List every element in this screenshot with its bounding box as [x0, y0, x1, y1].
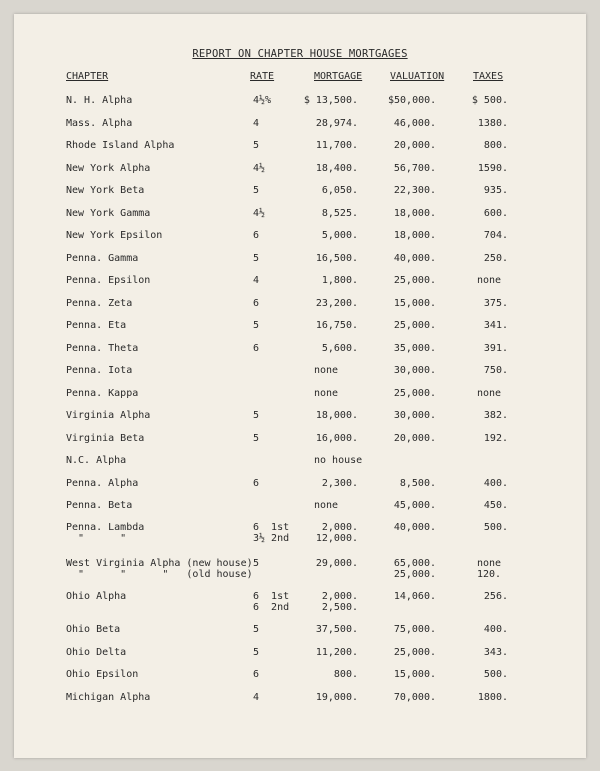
row-rate: 4½%: [253, 95, 272, 106]
row-chapter: Virginia Beta: [66, 433, 145, 444]
row-taxes: 400.: [483, 624, 508, 635]
header-taxes: TAXES: [473, 71, 504, 82]
row-valuation: 18,000.: [393, 230, 436, 241]
row-chapter: Ohio Alpha: [66, 591, 127, 602]
row-mortgage: 11,700.: [315, 140, 358, 151]
row-chapter: Penna. Lambda " ": [66, 522, 145, 544]
row-mortgage: 6,050.: [321, 185, 358, 196]
row-valuation: 14,060.: [393, 591, 436, 602]
row-chapter: Penna. Epsilon: [66, 275, 151, 286]
row-chapter: Virginia Alpha: [66, 410, 151, 421]
row-mortgage: 2,000. 12,000.: [315, 522, 358, 544]
row-taxes: 450.: [483, 500, 508, 511]
row-rate: 6: [253, 343, 260, 354]
header-valuation: VALUATION: [390, 71, 445, 82]
row-chapter: West Virginia Alpha (new house) " " " (old house): [66, 558, 253, 580]
row-mortgage: 8,525.: [321, 208, 358, 219]
row-valuation: 75,000.: [393, 624, 436, 635]
row-rate: 6: [253, 230, 260, 241]
row-valuation: 35,000.: [393, 343, 436, 354]
row-chapter: Penna. Alpha: [66, 478, 139, 489]
row-rate: 5: [253, 320, 260, 331]
row-rate: 4½: [253, 208, 266, 219]
row-chapter: Mass. Alpha: [66, 118, 133, 129]
row-taxes: 391.: [483, 343, 508, 354]
row-rate: 6 1st 6 2nd: [253, 591, 290, 613]
row-valuation: 8,500.: [399, 478, 436, 489]
row-rate: 5: [253, 185, 260, 196]
row-rate: 6: [253, 669, 260, 680]
row-valuation: 22,300.: [393, 185, 436, 196]
row-rate: 4: [253, 118, 260, 129]
row-chapter: Ohio Beta: [66, 624, 121, 635]
row-chapter: Ohio Epsilon: [66, 669, 139, 680]
row-taxes: 250.: [483, 253, 508, 264]
header-mortgage: MORTGAGE: [314, 71, 363, 82]
row-taxes: 343.: [483, 647, 508, 658]
row-mortgage: 19,000.: [315, 692, 358, 703]
row-valuation: 40,000.: [393, 253, 436, 264]
row-chapter: N. H. Alpha: [66, 95, 133, 106]
row-rate: 5: [253, 624, 260, 635]
row-chapter: New York Epsilon: [66, 230, 163, 241]
row-taxes: 500.: [483, 669, 508, 680]
row-rate: 6 1st 3½ 2nd: [253, 522, 290, 544]
row-mortgage: 37,500.: [315, 624, 358, 635]
row-mortgage: 5,000.: [321, 230, 358, 241]
row-chapter: Penna. Theta: [66, 343, 139, 354]
row-taxes: none: [477, 388, 502, 399]
row-chapter: New York Alpha: [66, 163, 151, 174]
row-taxes: none: [477, 275, 502, 286]
header-rate: RATE: [250, 71, 275, 82]
row-taxes: 800.: [483, 140, 508, 151]
row-rate: 5: [253, 558, 260, 569]
row-chapter: Penna. Iota: [66, 365, 133, 376]
row-taxes: $ 500.: [471, 95, 508, 106]
row-valuation: 25,000.: [393, 320, 436, 331]
row-chapter: Michigan Alpha: [66, 692, 151, 703]
row-taxes: 500.: [483, 522, 508, 533]
row-valuation: 15,000.: [393, 669, 436, 680]
row-valuation: 25,000.: [393, 275, 436, 286]
row-rate: 5: [253, 140, 260, 151]
row-valuation: 18,000.: [393, 208, 436, 219]
report-title: REPORT ON CHAPTER HOUSE MORTGAGES: [192, 48, 408, 60]
row-valuation: 46,000.: [393, 118, 436, 129]
row-mortgage: none: [314, 365, 339, 376]
row-valuation: 45,000.: [393, 500, 436, 511]
row-mortgage: 28,974.: [315, 118, 358, 129]
row-mortgage: none: [314, 388, 339, 399]
row-valuation: 70,000.: [393, 692, 436, 703]
row-mortgage: 16,000.: [315, 433, 358, 444]
row-rate: 4½: [253, 163, 266, 174]
row-chapter: Penna. Eta: [66, 320, 127, 331]
row-mortgage: 5,600.: [321, 343, 358, 354]
row-rate: 5: [253, 647, 260, 658]
row-taxes: 600.: [483, 208, 508, 219]
row-taxes: 1380.: [477, 118, 508, 129]
row-taxes: 935.: [483, 185, 508, 196]
row-taxes: 750.: [483, 365, 508, 376]
row-valuation: 56,700.: [393, 163, 436, 174]
row-mortgage: 18,000.: [315, 410, 358, 421]
row-rate: 6: [253, 298, 260, 309]
row-taxes: 400.: [483, 478, 508, 489]
row-taxes: none 120.: [477, 558, 502, 580]
row-taxes: 1590.: [477, 163, 508, 174]
row-mortgage: 16,500.: [315, 253, 358, 264]
row-mortgage: 800.: [333, 669, 358, 680]
row-mortgage: 2,000. 2,500.: [321, 591, 358, 613]
row-taxes: 375.: [483, 298, 508, 309]
row-valuation: 30,000.: [393, 365, 436, 376]
row-valuation: 20,000.: [393, 433, 436, 444]
row-taxes: 382.: [483, 410, 508, 421]
row-mortgage: 18,400.: [315, 163, 358, 174]
row-chapter: Penna. Kappa: [66, 388, 139, 399]
row-rate: 5: [253, 253, 260, 264]
row-taxes: 704.: [483, 230, 508, 241]
row-mortgage: $ 13,500.: [303, 95, 358, 106]
row-taxes: 1800.: [477, 692, 508, 703]
row-chapter: N.C. Alpha: [66, 455, 127, 466]
row-mortgage: no house: [314, 455, 363, 466]
row-mortgage: 11,200.: [315, 647, 358, 658]
row-chapter: Penna. Zeta: [66, 298, 133, 309]
row-mortgage: 16,750.: [315, 320, 358, 331]
row-mortgage: 2,300.: [321, 478, 358, 489]
row-rate: 4: [253, 692, 260, 703]
row-rate: 6: [253, 478, 260, 489]
row-rate: 5: [253, 433, 260, 444]
row-valuation: $50,000.: [388, 95, 437, 106]
row-taxes: 192.: [483, 433, 508, 444]
row-chapter: Penna. Gamma: [66, 253, 139, 264]
row-chapter: Penna. Beta: [66, 500, 133, 511]
row-chapter: Rhode Island Alpha: [66, 140, 175, 151]
row-valuation: 25,000.: [393, 647, 436, 658]
row-taxes: 256.: [483, 591, 508, 602]
row-chapter: New York Gamma: [66, 208, 151, 219]
row-mortgage: none: [314, 500, 339, 511]
header-chapter: CHAPTER: [66, 71, 109, 82]
row-chapter: Ohio Delta: [66, 647, 127, 658]
row-valuation: 30,000.: [393, 410, 436, 421]
row-mortgage: 29,000.: [315, 558, 358, 569]
row-taxes: 341.: [483, 320, 508, 331]
row-rate: 5: [253, 410, 260, 421]
row-valuation: 40,000.: [393, 522, 436, 533]
row-mortgage: 23,200.: [315, 298, 358, 309]
row-valuation: 65,000. 25,000.: [393, 558, 436, 580]
row-mortgage: 1,800.: [321, 275, 358, 286]
row-valuation: 20,000.: [393, 140, 436, 151]
row-valuation: 15,000.: [393, 298, 436, 309]
row-rate: 4: [253, 275, 260, 286]
row-valuation: 25,000.: [393, 388, 436, 399]
row-chapter: New York Beta: [66, 185, 145, 196]
